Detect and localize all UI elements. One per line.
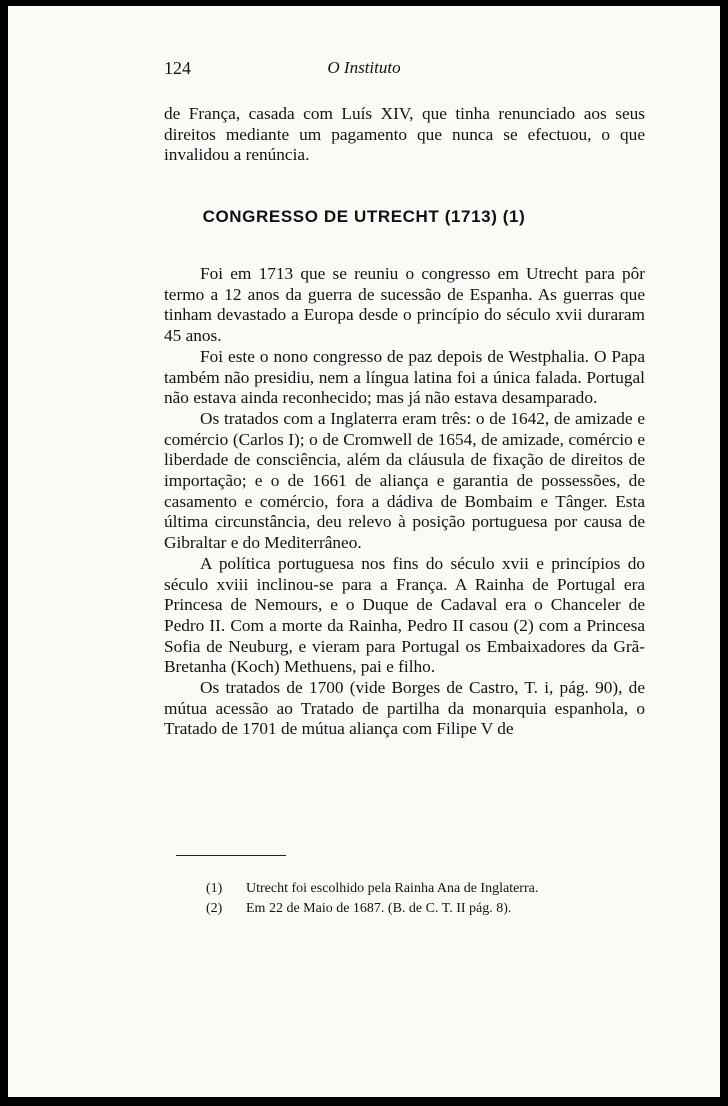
page-header <box>8 58 720 82</box>
footnote-ref-2: (2) <box>513 615 534 635</box>
intro-paragraph: de França, casada com Luís XIV, que tinha renunciado aos seus direitos mediante um pagamento que nunca se efectuou, o que invalidou a renúncia. <box>164 104 645 165</box>
heading-footnote-ref: (1) <box>502 207 526 226</box>
paragraph: Foi este o nono congresso de paz depois de Westphalia. O Papa também não presidiu, nem a língua latina foi a única falada. Portugal não estava ainda reconhecido; mas já não estava desamparado. <box>164 346 645 408</box>
running-title: O Instituto <box>327 58 401 77</box>
paragraph: Os tratados com a Inglaterra eram três: o de 1642, de amizade e comércio (Carlos I); o de Cromwell de 1654, de amizade, comércio e liberdade de consciência, além da cláusula de fixação de direitos de importação; e o de 1661 de aliança e garantia de possessões, de casamento e comércio, fora a dádiva de Bombaim e Tânger. Esta última circunstância, deu relevo à posição portuguesa por causa de Gibraltar e do Mediterrâneo. <box>164 408 645 553</box>
intro-block <box>164 104 645 166</box>
paragraph-politica-part2: com a Princesa Sofia de Neuburg, e vieram para Portugal os Embaixadores da Grã-Bretanha (Koch) Methuens, pai e filho. <box>164 615 645 677</box>
section-heading <box>8 207 720 227</box>
book-page <box>8 6 720 1097</box>
paragraph: Foi em 1713 que se reuniu o congresso em Utrecht para pôr termo a 12 anos da guerra de sucessão de Espanha. As guerras que tinham devastado a Europa desde o princípio do século xvii duraram 45 anos. <box>164 264 645 346</box>
heading-title: CONGRESSO DE UTRECHT (1713) <box>202 207 498 226</box>
body-text <box>164 264 645 740</box>
footnotes <box>206 879 646 919</box>
footnote-text: Utrecht foi escolhido pela Rainha Ana de Inglaterra. <box>246 881 539 896</box>
footnote-1 <box>206 879 646 899</box>
footnote-mark: (2) <box>206 901 223 916</box>
paragraph-last: Os tratados de 1700 (vide Borges de Castro, T. i, pág. 90), de mútua acessão ao Tratado de partilha da monarquia espanhola, o Tratado de 1701 de mútua aliança com Filipe V de <box>164 678 645 739</box>
footnote-2 <box>206 899 646 919</box>
footnote-divider <box>176 855 286 856</box>
footnote-text: Em 22 de Maio de 1687. (B. de C. T. II pág. 8). <box>246 901 512 916</box>
footnote-mark: (1) <box>206 881 223 896</box>
page-number: 124 <box>164 58 191 78</box>
paragraph-politica <box>164 554 645 678</box>
paragraph-politica-part1: A política portuguesa nos fins do século xvii e princípios do século xviii inclinou-se para a França. A Rainha de Portugal era Princesa de Nemours, e o Duque de Cadaval era o Chanceler de Pedro II. Com a morte da Rainha, Pedro II casou <box>164 553 645 635</box>
